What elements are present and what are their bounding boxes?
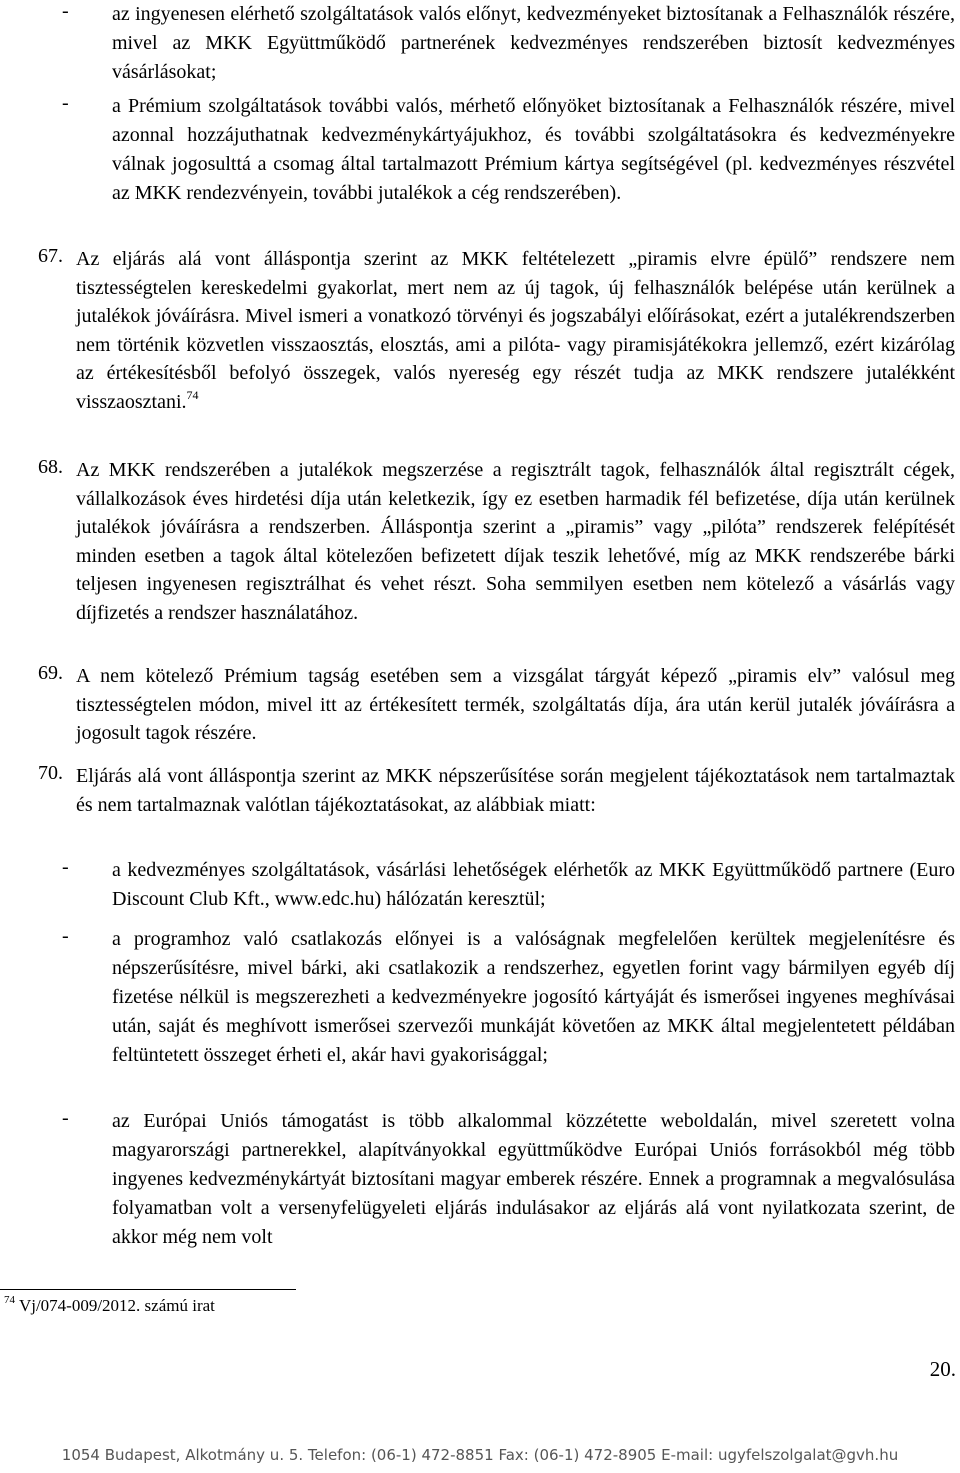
paragraph-text bbox=[76, 245, 955, 417]
list-item-text: a Prémium szolgáltatások további valós, mérhető előnyöket biztosítanak a Felhasználók részére, mivel azonnal hozzájuthatnak kedvezménykártyájukhoz, és további szolgáltatásokra és kedvezményekre válnak jogosulttá a csomag által tartalmazott Prémium kártya segítségével (pl. kedvezményes részvétel az MKK rendezvényein, további jutalékok a cég rendszerében). bbox=[112, 95, 955, 204]
list-dash: - bbox=[62, 0, 69, 22]
footnote-number: 74 bbox=[4, 1294, 15, 1306]
footnote bbox=[4, 1296, 215, 1316]
paragraph-text: Eljárás alá vont álláspontja szerint az MKK népszerűsítése során megjelent tájékoztatások nem tartalmaztak és nem tartalmaznak valótlan tájékoztatásokat, az alábbiak miatt: bbox=[76, 765, 955, 816]
list-item bbox=[62, 92, 955, 208]
paragraph-number: 68. bbox=[38, 456, 63, 478]
footnote-text: Vj/074-009/2012. számú irat bbox=[18, 1296, 215, 1315]
page-number: 20. bbox=[929, 1357, 956, 1381]
paragraph-67 bbox=[38, 245, 955, 417]
paragraph-69 bbox=[38, 662, 955, 748]
list-dash: - bbox=[62, 925, 69, 947]
paragraph-number: 67. bbox=[38, 245, 63, 267]
list-item-text: a programhoz való csatlakozás előnyei is a valóságnak megfelelően kerültek megjelenítésre és népszerűsítésre, mivel bárki, aki csatlakozik a rendszerhez, egyetlen forint vagy bármilyen egyéb díj fizetése nélkül is megszerezheti a kedvezményekre jogosító kártyáját és ismerősei ingyenes meghívásai után, saját és meghívott ismerősei szervezői munkáját követően az MKK által megjelentetett példában feltüntetett összeget érheti el, akár havi gyakorisággal; bbox=[112, 928, 955, 1066]
paragraph-number: 70. bbox=[38, 762, 63, 784]
page-footer: 1054 Budapest, Alkotmány u. 5. Telefon: (06-1) 472-8851 Fax: (06-1) 472-8905 E-mail: ugyfelszolgalat@gvh.hu bbox=[61, 1446, 899, 1464]
list-item bbox=[62, 0, 955, 87]
paragraph-68 bbox=[38, 456, 955, 628]
list-dash: - bbox=[62, 856, 69, 878]
paragraph-70 bbox=[38, 762, 955, 819]
list-dash: - bbox=[62, 1107, 69, 1129]
list-item-text: az Európai Uniós támogatást is több alkalommal közzétette weboldalán, mivel szeretett volna magyarországi partnerekkel, alapítványokkal együttműködve Európai Uniós forrásokból még több ingyenes kedvezménykártyát biztosítani magyar emberek részére. Ennek a programnak a megvalósulása folyamatban volt a versenyfelügyeleti eljárás indulásakor az eljárás alá vont nyilatkozata szerint, de akkor még nem volt bbox=[112, 1110, 955, 1248]
list-item bbox=[62, 856, 955, 914]
list-item bbox=[62, 1107, 955, 1252]
paragraph-text: Az MKK rendszerében a jutalékok megszerzése a regisztrált tagok, felhasználók által regisztrált cégek, vállalkozások éves hirdetési díja után keletkezik, így ez esetben harmadik fél befizetése, díja után kerülnek jutalékok jóváírásra a rendszerben. Álláspontja szerint a „piramis” vagy „pilóta” rendszerek felépítését minden esetben a tagok által kötelezően befizetett díjak teszik lehetővé, míg az MKK rendszerébe bárki teljesen ingyenesen regisztrálhat és vehet részt. Soha semmilyen esetben nem kötelező a vásárlás vagy díjfizetés a rendszer használatához. bbox=[76, 459, 955, 624]
list-item-text: a kedvezményes szolgáltatások, vásárlási lehetőségek elérhetők az MKK Együttműködő partnere (Euro Discount Club Kft., www.edc.hu) hálózatán keresztül; bbox=[112, 859, 955, 910]
footnote-divider bbox=[0, 1289, 296, 1290]
list-item-text: az ingyenesen elérhető szolgáltatások valós előnyt, kedvezményeket biztosítanak a Felhasználók részére, mivel az MKK Együttműködő partnerének kedvezményes rendszerében biztosít kedvezményes vásárlásokat; bbox=[112, 3, 955, 83]
paragraph-number: 69. bbox=[38, 662, 63, 684]
list-dash: - bbox=[62, 92, 69, 114]
paragraph-text: A nem kötelező Prémium tagság esetében sem a vizsgálat tárgyát képező „piramis elv” valósul meg tisztességtelen módon, mivel itt az értékesített termék, szolgáltatás díja, ára után kerül jutalék jóváírásra a jogosult tagok részére. bbox=[76, 665, 955, 745]
footnote-reference[interactable]: 74 bbox=[186, 387, 199, 402]
paragraph-body: Az eljárás alá vont álláspontja szerint az MKK feltételezett „piramis elvre épülő” rendszere nem tisztességtelen kereskedelmi gyakorlat, mert nem az új tagok, új felhasználók belépése után kerülnek a jutalékok jóváírásra. Mivel ismeri a vonatkozó törvényi és jogszabályi előírásokat, ezért a jutalékrendszerben nem történik közvetlen visszaosztás, elosztás, ami a pilóta- vagy piramisjátékokra jellemző, ezért kizárólag az értékesítésből befolyó összegek, valós nyereség egy részét tudja az MKK rendszere jutalékként visszaosztani. bbox=[76, 248, 955, 413]
list-item bbox=[62, 925, 955, 1070]
